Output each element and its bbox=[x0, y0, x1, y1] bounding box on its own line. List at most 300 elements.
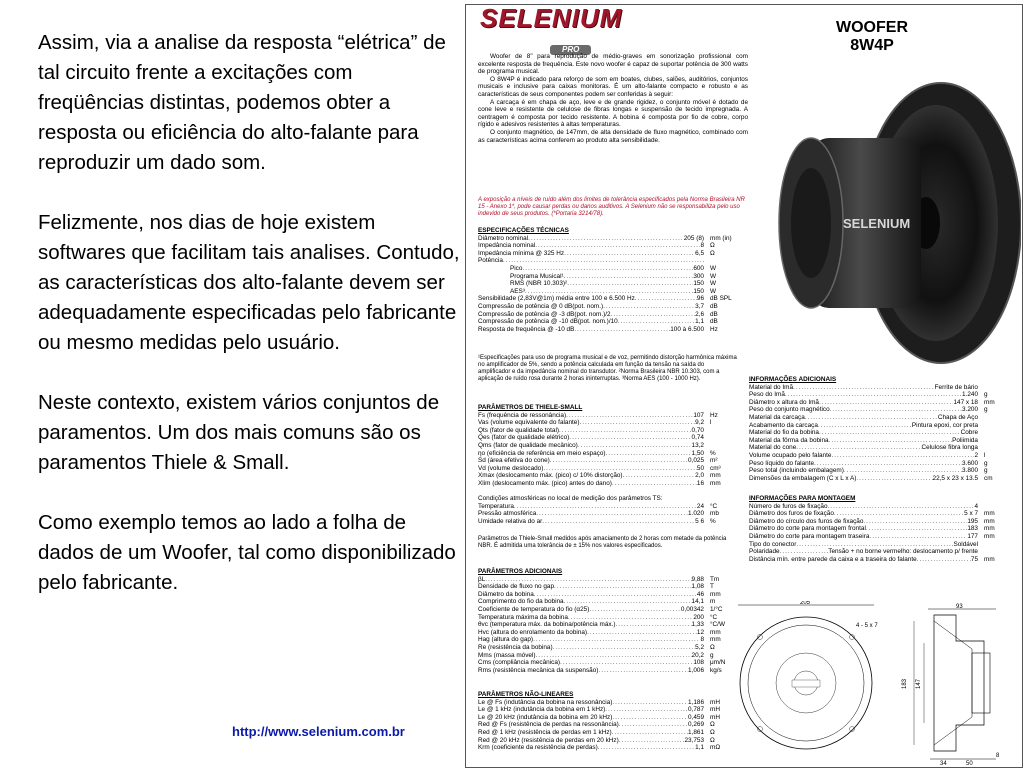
param-value: 195 bbox=[967, 517, 978, 525]
param-row bbox=[749, 437, 1012, 445]
param-label: ηo (eficiência de referência em meio espaço) bbox=[478, 449, 606, 457]
param-unit bbox=[704, 257, 738, 265]
intro-paragraph: O conjunto magnético, de 147mm, de alta densidade de fluxo magnético, combinado com as características acima conferem ao produto alta sensibilidade. bbox=[478, 128, 748, 144]
param-value: Cobre bbox=[960, 429, 978, 437]
leader-dots bbox=[554, 583, 692, 591]
param-row bbox=[749, 429, 1012, 437]
param-row bbox=[478, 419, 738, 427]
param-value: 0,459 bbox=[688, 713, 704, 721]
leader-dots bbox=[536, 510, 688, 518]
param-label: Compressão de potência @ -3 dB(pot. nom.)/2 bbox=[478, 310, 611, 318]
param-label: Compressão de potência @ 0 dB(pot. nom.) bbox=[478, 302, 604, 310]
param-value: 1,33 bbox=[691, 621, 704, 629]
leader-dots bbox=[856, 475, 932, 483]
param-row bbox=[478, 242, 738, 250]
param-row bbox=[478, 636, 738, 644]
param-unit: mm bbox=[984, 525, 995, 533]
param-row bbox=[749, 525, 1012, 533]
param-row bbox=[478, 737, 738, 745]
manufacturer-link[interactable]: http://www.selenium.com.br bbox=[232, 724, 405, 739]
leader-dots bbox=[568, 614, 693, 622]
param-unit: m² bbox=[710, 457, 718, 465]
section-title: PARÂMETROS DE THIELE-SMALL bbox=[478, 404, 583, 411]
param-value: 1.020 bbox=[688, 510, 704, 518]
leader-dots bbox=[818, 422, 912, 430]
param-label: Diâmetro nominal bbox=[478, 234, 529, 242]
param-row bbox=[749, 452, 1012, 460]
dim-93: 93 bbox=[956, 604, 963, 610]
param-value: 9,88 bbox=[691, 575, 704, 583]
param-unit bbox=[978, 444, 1012, 452]
param-label: Qms (fator de qualidade mecânico) bbox=[478, 441, 578, 449]
param-row bbox=[478, 729, 738, 737]
leader-dots bbox=[834, 510, 964, 518]
param-unit: cm bbox=[984, 474, 993, 482]
param-row bbox=[478, 472, 738, 480]
param-label: RMS (NBR 10.303)² bbox=[510, 280, 568, 288]
param-value: 50 bbox=[696, 464, 704, 472]
param-row bbox=[749, 510, 1012, 518]
section-title: INFORMAÇÕES PARA MONTAGEM bbox=[749, 495, 856, 502]
param-value: 14,1 bbox=[691, 598, 704, 606]
param-label: Densidade de fluxo no gap bbox=[478, 583, 555, 591]
param-label: θvc (temperatura máx. da bobina/potência máx.) bbox=[478, 621, 616, 629]
param-label: Temperatura bbox=[478, 502, 514, 510]
param-value: 1,006 bbox=[688, 666, 704, 674]
param-label: Diâmetro da bobina bbox=[478, 590, 534, 598]
param-label: Xmax (deslocamento máx. (pico) c/ 10% distorção) bbox=[478, 472, 623, 480]
param-row bbox=[478, 450, 738, 458]
leader-dots bbox=[796, 444, 921, 452]
param-row bbox=[478, 652, 738, 660]
param-label: Diâmetro do corte para montagem traseira bbox=[749, 532, 870, 540]
param-row bbox=[478, 412, 738, 420]
param-unit: Ω bbox=[710, 242, 715, 250]
param-value: 13,2 bbox=[691, 441, 704, 449]
param-label: βL bbox=[478, 575, 486, 583]
param-value: 5 6 bbox=[695, 517, 704, 525]
param-unit bbox=[704, 442, 738, 450]
param-label: Distância mín. entre parede da caixa e a traseira do falante bbox=[749, 555, 917, 563]
intro-text bbox=[478, 53, 748, 144]
noise-warning-note: A exposição a níveis de ruído além dos limites de tolerância especificados pela Norma Brasileira NR 15 - Anexo 1*, pode causar perdas ou danos auditivos. A Selenium não se responsabiliza pelo uso indevido de seus produtos. (*Portaria 3214/78). bbox=[478, 197, 745, 217]
param-label: Sd (área efetiva do cone) bbox=[478, 457, 550, 465]
leader-dots bbox=[805, 414, 938, 422]
leader-dots bbox=[485, 576, 691, 584]
dim-8: 8 bbox=[996, 753, 1000, 759]
param-unit: mH bbox=[710, 713, 720, 721]
param-label: Material da carcaça bbox=[749, 413, 805, 421]
dim-147: 147 bbox=[916, 678, 922, 689]
param-value: 5,2 bbox=[695, 643, 704, 651]
param-label: Peso do conjunto magnético bbox=[749, 406, 830, 414]
param-unit: Ω bbox=[710, 249, 715, 257]
leader-dots bbox=[615, 621, 691, 629]
param-unit: g bbox=[984, 467, 988, 475]
param-row bbox=[478, 257, 738, 265]
leader-dots bbox=[606, 450, 692, 458]
param-row bbox=[478, 326, 738, 334]
leader-dots bbox=[543, 465, 697, 473]
leader-dots bbox=[603, 303, 695, 311]
param-value: 147 x 18 bbox=[953, 398, 978, 406]
param-unit: μm/N bbox=[710, 659, 726, 667]
logo-wordmark: SELENIUM bbox=[480, 4, 623, 33]
param-value: 8 bbox=[700, 636, 704, 644]
param-row bbox=[749, 399, 1012, 407]
param-unit: g bbox=[710, 651, 714, 659]
leader-dots bbox=[553, 644, 696, 652]
param-value: 100 à 6.500 bbox=[670, 325, 704, 333]
param-unit bbox=[978, 437, 1012, 445]
param-value: 3.600 bbox=[962, 459, 978, 467]
leader-dots bbox=[831, 452, 974, 460]
param-row bbox=[478, 591, 738, 599]
param-unit: mm bbox=[984, 555, 995, 563]
param-label: Polaridade bbox=[749, 548, 780, 556]
param-row bbox=[478, 714, 738, 722]
section-thiele-small bbox=[478, 404, 738, 488]
param-unit: mm bbox=[710, 479, 721, 487]
param-unit: T bbox=[710, 583, 714, 591]
info-rows bbox=[749, 384, 1012, 483]
param-value: Celulose fibra longa bbox=[921, 444, 978, 452]
param-row bbox=[478, 644, 738, 652]
leader-dots bbox=[579, 419, 695, 427]
param-value: 2,0 bbox=[695, 472, 704, 480]
param-row bbox=[478, 659, 738, 667]
leader-dots bbox=[564, 273, 694, 281]
param-value: 2 bbox=[974, 451, 978, 459]
param-label: Xlim (deslocamento máx. (pico) antes do dano) bbox=[478, 479, 612, 487]
param-row bbox=[749, 503, 1012, 511]
param-label: Red @ 1 kHz (resistência de perdas em 1 kHz) bbox=[478, 728, 612, 736]
param-row bbox=[478, 667, 738, 675]
param-label: Volume ocupado pelo falante bbox=[749, 451, 832, 459]
param-row bbox=[749, 467, 1012, 475]
section-nonlinear-params bbox=[478, 691, 738, 752]
param-label: Número de furos de fixação bbox=[749, 502, 828, 510]
param-label: Pressão atmosférica bbox=[478, 510, 537, 518]
param-row bbox=[478, 629, 738, 637]
leader-dots bbox=[503, 257, 704, 265]
leader-dots bbox=[619, 721, 688, 729]
param-unit: Ω bbox=[710, 643, 715, 651]
param-row bbox=[749, 406, 1012, 414]
param-label: Cms (compliância mecânica) bbox=[478, 659, 561, 667]
param-unit: W bbox=[710, 264, 717, 272]
param-unit: mb bbox=[710, 510, 719, 518]
leader-dots bbox=[866, 525, 967, 533]
param-unit: mm bbox=[984, 532, 995, 540]
param-value: 600 bbox=[693, 264, 704, 272]
param-value: 46 bbox=[696, 590, 704, 598]
leader-dots bbox=[917, 556, 971, 564]
section-additional-info bbox=[749, 376, 1012, 482]
param-value: 20,2 bbox=[691, 651, 704, 659]
param-row bbox=[478, 434, 738, 442]
param-label: Qes (fator de qualidade elétrico) bbox=[478, 434, 570, 442]
param-unit: dB bbox=[710, 310, 718, 318]
leader-dots bbox=[598, 744, 695, 752]
leader-dots bbox=[566, 412, 693, 420]
param-row bbox=[478, 311, 738, 319]
param-value: 1,861 bbox=[688, 728, 704, 736]
param-value: 300 bbox=[693, 272, 704, 280]
param-unit: °C bbox=[710, 502, 718, 510]
param-value: Tensão + no borne vermelho: deslocamento p/ frente bbox=[828, 548, 978, 556]
intro-paragraph: A carcaça é em chapa de aço, leve e de grande rigidez, o conjunto móvel é dotado de cone leve e resistente de celulose de fibras longas e suspensão de tecido impregnada. A centragem é composta por tecido resistente. A bobina é composta por fio de cobre, corpo rígido e adesivos resistentes à altas temperaturas. bbox=[478, 98, 748, 129]
leader-dots bbox=[569, 434, 691, 442]
param-row bbox=[478, 265, 738, 273]
leader-dots bbox=[525, 288, 693, 296]
leader-dots bbox=[819, 429, 961, 437]
param-row bbox=[478, 744, 738, 752]
param-unit: mH bbox=[710, 706, 720, 714]
param-row bbox=[478, 303, 738, 311]
param-unit: °C/W bbox=[710, 621, 725, 629]
param-value: 1,50 bbox=[691, 449, 704, 457]
spec-rows bbox=[478, 235, 738, 334]
param-unit bbox=[978, 422, 1012, 430]
leader-dots bbox=[618, 318, 695, 326]
param-value: 23,753 bbox=[684, 736, 704, 744]
section-title: PARÂMETROS NÃO-LINEARES bbox=[478, 691, 574, 698]
param-row bbox=[749, 556, 1012, 564]
param-row bbox=[478, 295, 738, 303]
param-label: Red @ Fs (resistência de perdas na ressonância) bbox=[478, 721, 619, 729]
leader-dots bbox=[819, 399, 953, 407]
param-label: Programa Musical¹ bbox=[510, 272, 564, 280]
param-label: Peso líquido do falante bbox=[749, 459, 815, 467]
leader-dots bbox=[844, 467, 962, 475]
param-unit: m bbox=[710, 598, 716, 606]
param-row bbox=[478, 621, 738, 629]
param-unit bbox=[978, 384, 1012, 392]
param-value: 16 bbox=[696, 479, 704, 487]
leader-dots bbox=[828, 503, 975, 511]
param-unit bbox=[978, 503, 1012, 511]
param-unit: W bbox=[710, 287, 717, 295]
paragraph-software: Felizmente, nos dias de hoje existem softwares que facilitam tais analises. Contudo, as características dos alto-falante devem ser adequadamente especificadas pelo fabricante ou mesmo medidas pelo usuário. bbox=[38, 211, 460, 354]
leader-dots bbox=[612, 699, 688, 707]
param-value: Pintura epoxi, cor preta bbox=[911, 421, 978, 429]
param-label: Qts (fator de qualidade total) bbox=[478, 426, 559, 434]
leader-dots bbox=[535, 242, 700, 250]
param-row bbox=[749, 533, 1012, 541]
leader-dots bbox=[587, 629, 697, 637]
leader-dots bbox=[793, 384, 935, 392]
param-label: Rms (resistência mecânica da suspensão) bbox=[478, 666, 599, 674]
section-conditions bbox=[478, 495, 738, 525]
param-value: 0,269 bbox=[688, 721, 704, 729]
leader-dots bbox=[564, 598, 692, 606]
leader-dots bbox=[560, 659, 693, 667]
param-label: Vd (volume deslocado) bbox=[478, 464, 544, 472]
param-value: 200 bbox=[693, 613, 704, 621]
param-label: Material do cone bbox=[749, 444, 797, 452]
leader-dots bbox=[559, 427, 692, 435]
dimension-drawing bbox=[734, 601, 1020, 767]
mount-rows bbox=[749, 503, 1012, 564]
param-label: Umidade relativa do ar bbox=[478, 517, 543, 525]
dim-205: 205 bbox=[800, 601, 811, 606]
speaker-brand-label: SELENIUM bbox=[843, 216, 911, 231]
param-unit: l bbox=[984, 451, 986, 459]
param-unit: % bbox=[710, 517, 716, 525]
param-value: 96 bbox=[696, 295, 704, 303]
leader-dots bbox=[796, 541, 953, 549]
param-row bbox=[478, 721, 738, 729]
param-value: Chapa de Aço bbox=[937, 413, 978, 421]
param-unit bbox=[704, 427, 738, 435]
param-row bbox=[749, 548, 1012, 556]
param-value: Poliimida bbox=[952, 436, 978, 444]
param-value: 1,1 bbox=[695, 744, 704, 752]
param-value: Soldável bbox=[953, 540, 978, 548]
param-row bbox=[478, 442, 738, 450]
param-value: 1.240 bbox=[962, 391, 978, 399]
param-unit: Tm bbox=[710, 575, 720, 583]
leader-dots bbox=[550, 457, 688, 465]
leader-dots bbox=[536, 652, 692, 660]
param-label: Krm (coeficiente da resistência de perdas) bbox=[478, 744, 598, 752]
speaker-photo bbox=[751, 73, 1021, 373]
spec-footnotes: ¹Especificações para uso de programa musical e de voz, permitindo distorção harmônica máxima no amplificador de 5%, sendo a potência calculada em função da tensão na saída do amplificador e da impedância nominal do transdutor. ²Norma Brasileira NBR 10.303, com a aplicação de ruído rosa durante 2 horas ininterruptas. ³Norma AES (100 - 1000 Hz). bbox=[478, 355, 737, 382]
section-title: PARÂMETROS ADICIONAIS bbox=[478, 568, 563, 575]
param-value: 2,6 bbox=[695, 310, 704, 318]
paragraph-example: Como exemplo temos ao lado a folha de dados de um Woofer, tal como disponibilizado pelo fabricante. bbox=[38, 511, 456, 594]
section-tech-specs bbox=[478, 227, 738, 333]
param-value: 150 bbox=[693, 287, 704, 295]
param-label: Fs (frequência de ressonância) bbox=[478, 411, 567, 419]
leader-dots bbox=[829, 437, 952, 445]
param-row bbox=[478, 606, 738, 614]
param-value: 0,74 bbox=[691, 434, 704, 442]
param-row bbox=[478, 576, 738, 584]
param-value: 0,00342 bbox=[680, 605, 704, 613]
param-value: 177 bbox=[967, 532, 978, 540]
leader-dots bbox=[522, 265, 693, 273]
param-label: Resposta de frequência @ -10 dB bbox=[478, 325, 575, 333]
param-row bbox=[478, 250, 738, 258]
dim-183: 183 bbox=[902, 678, 908, 689]
logo-pro-badge: PRO bbox=[550, 45, 591, 55]
param-value: 9,2 bbox=[695, 419, 704, 427]
param-unit bbox=[978, 429, 1012, 437]
param-row bbox=[478, 583, 738, 591]
param-row bbox=[749, 475, 1012, 483]
param-value: 107 bbox=[693, 411, 704, 419]
leader-dots bbox=[623, 472, 696, 480]
param-unit: dB SPL bbox=[710, 295, 732, 303]
param-unit: kg/s bbox=[710, 666, 722, 674]
param-value: 205 (8) bbox=[683, 234, 704, 242]
param-row bbox=[478, 480, 738, 488]
param-row bbox=[478, 318, 738, 326]
leader-dots bbox=[612, 480, 697, 488]
param-value: 4 bbox=[974, 502, 978, 510]
leader-dots bbox=[830, 406, 962, 414]
param-row bbox=[478, 503, 738, 511]
param-row bbox=[749, 518, 1012, 526]
param-label: Impedância mínima @ 325 Hz bbox=[478, 249, 565, 257]
param-label: Coeficiente de temperatura do fio (α25) bbox=[478, 605, 590, 613]
param-unit: g bbox=[984, 406, 988, 414]
param-value: 75 bbox=[970, 555, 978, 563]
param-label: Diâmetro x altura do Imã bbox=[749, 398, 819, 406]
param-row bbox=[478, 235, 738, 243]
param-label: Le @ 20 kHz (indutância da bobina em 20 kHz) bbox=[478, 713, 613, 721]
model-code: 8W4P bbox=[850, 37, 894, 54]
leader-dots bbox=[605, 706, 688, 714]
leader-dots bbox=[785, 391, 962, 399]
param-unit: g bbox=[984, 459, 988, 467]
param-row bbox=[478, 518, 738, 526]
param-unit: dB bbox=[710, 302, 718, 310]
param-label: Hag (altura do gap) bbox=[478, 636, 534, 644]
param-value: 5 x 7 bbox=[964, 510, 978, 518]
param-row bbox=[478, 273, 738, 281]
leader-dots bbox=[528, 235, 684, 243]
param-unit: l bbox=[710, 419, 712, 427]
param-label: Hvc (altura do enrolamento da bobina) bbox=[478, 628, 588, 636]
model-title bbox=[836, 19, 908, 55]
slide-text bbox=[38, 28, 463, 628]
param-label: Pico bbox=[510, 264, 523, 272]
param-label: Impedância nominal bbox=[478, 242, 536, 250]
param-unit: mm bbox=[710, 590, 721, 598]
param-label: Peso do Imã bbox=[749, 391, 785, 399]
param-value: 3,7 bbox=[695, 302, 704, 310]
leader-dots bbox=[814, 460, 962, 468]
intro-paragraph: Woofer de 8" para reprodução de médio-graves em sonorização profissional com excelente resposta de frequência. Este novo woofer é capaz de suportar potência de 300 watts de programa musical. bbox=[478, 53, 748, 76]
param-label: Acabamento da carcaça bbox=[749, 421, 818, 429]
param-value: 12 bbox=[696, 628, 704, 636]
param-unit: cm³ bbox=[710, 464, 721, 472]
param-unit bbox=[704, 434, 738, 442]
param-unit: °C bbox=[710, 613, 718, 621]
param-label: Compressão de potência @ -10 dB(pot. nom.)/10 bbox=[478, 318, 618, 326]
paragraph-parameters: Neste contexto, existem vários conjuntos de paramentos. Um dos mais comuns são os paramentos Thiele & Small. bbox=[38, 391, 440, 474]
leader-dots bbox=[863, 518, 967, 526]
param-label: Dimensões da embalagem (C x L x A) bbox=[749, 474, 857, 482]
param-label: Temperatura máxima da bobina bbox=[478, 613, 568, 621]
param-label: Peso total (incluindo embalagem) bbox=[749, 467, 844, 475]
param-row bbox=[749, 460, 1012, 468]
leader-dots bbox=[574, 326, 670, 334]
leader-dots bbox=[533, 636, 700, 644]
param-label: Diâmetro do corte para montagem frontal bbox=[749, 525, 866, 533]
param-label: Le @ Fs (indutância da bobina na ressonância) bbox=[478, 698, 613, 706]
param-value: 3.200 bbox=[962, 406, 978, 414]
param-value: 3.800 bbox=[962, 467, 978, 475]
param-unit: Hz bbox=[710, 411, 718, 419]
param-value: 0,787 bbox=[688, 706, 704, 714]
param-row bbox=[749, 541, 1012, 549]
leader-dots bbox=[635, 295, 697, 303]
param-unit: mm bbox=[984, 510, 995, 518]
leader-dots bbox=[564, 250, 695, 258]
param-unit: mm bbox=[710, 636, 721, 644]
param-unit: mH bbox=[710, 698, 720, 706]
param-unit bbox=[978, 548, 1012, 556]
param-label: Diâmetro do círculo dos furos de fixação bbox=[749, 517, 864, 525]
woofer-datasheet bbox=[465, 4, 1023, 768]
leader-dots bbox=[869, 533, 967, 541]
intro-paragraph: O 8W4P é indicado para reforço de som em boates, clubes, salões, auditórios, conjuntos musicais e inclusive para caixas monitoras. É um alto-falante compacto e robusto e as características de seus componentes podem ser conferidas à seguir: bbox=[478, 75, 748, 98]
param-row bbox=[749, 414, 1012, 422]
